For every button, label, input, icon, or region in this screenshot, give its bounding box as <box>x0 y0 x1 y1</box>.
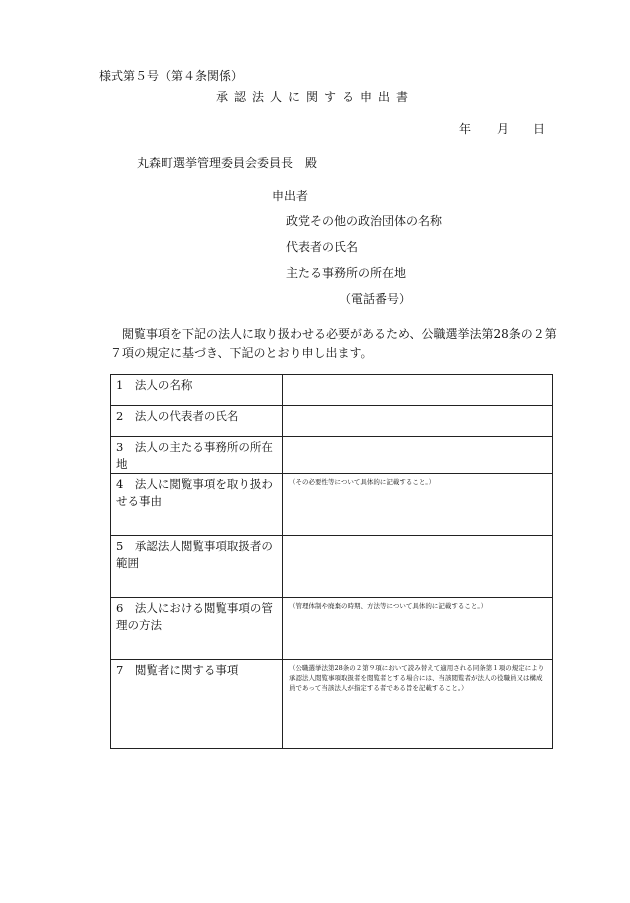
row-value-cell[interactable]: （その必要性等について具体的に記載すること。） <box>283 474 553 536</box>
table-row <box>111 406 553 437</box>
table-row <box>111 375 553 406</box>
table-row <box>111 536 553 598</box>
row-value-cell[interactable] <box>283 536 553 598</box>
row-label: 1 法人の名称 <box>111 375 283 406</box>
row-value-cell[interactable] <box>283 375 553 406</box>
row-label: 5 承認法人閲覧事項取扱者の範囲 <box>111 536 283 598</box>
date-year-label: 年 <box>459 122 472 136</box>
row-label: 6 法人における閲覧事項の管理の方法 <box>111 598 283 660</box>
table-row <box>111 598 553 660</box>
applicant-label: 申出者 <box>272 189 309 203</box>
request-body-text: 閲覧事項を下記の法人に取り扱わせる必要があるため、公職選挙法第28条の２第７項の規定に基づき、下記のとおり申し出ます。 <box>110 327 557 360</box>
date-day-label: 日 <box>533 122 546 136</box>
document-title: 承認法人に関する申出書 <box>215 90 414 104</box>
applicant-org-name-label: 政党その他の政治団体の名称 <box>286 214 443 228</box>
applicant-phone-label: （電話番号） <box>339 292 412 306</box>
row-value-cell[interactable] <box>283 406 553 437</box>
corporation-details-table <box>110 374 553 749</box>
row-value-cell[interactable]: （管理体制や廃棄の時期、方法等について具体的に記載すること。） <box>283 598 553 660</box>
row-value-cell[interactable]: （公職選挙法第28条の２第９項において読み替えて適用される同条第１項の規定により承認法人閲覧事項取扱者を閲覧者とする場合には、当該閲覧者が法人の役職員又は構成員であって当該法人が指定する者である旨を記載すること。） <box>283 660 553 749</box>
row-label: 4 法人に閲覧事項を取り扱わせる事由 <box>111 474 283 536</box>
row-label: 7 閲覧者に関する事項 <box>111 660 283 749</box>
applicant-office-address-label: 主たる事務所の所在地 <box>286 266 407 280</box>
applicant-representative-label: 代表者の氏名 <box>286 240 359 254</box>
table-row <box>111 474 553 536</box>
form-number-label: 様式第５号（第４条関係） <box>99 69 244 83</box>
table-row <box>111 437 553 474</box>
date-month-label: 月 <box>497 122 510 136</box>
addressee: 丸森町選挙管理委員会委員長 殿 <box>137 156 318 170</box>
row-label: 3 法人の主たる事務所の所在地 <box>111 437 283 474</box>
row-value-cell[interactable] <box>283 437 553 474</box>
table-row <box>111 660 553 749</box>
row-label: 2 法人の代表者の氏名 <box>111 406 283 437</box>
